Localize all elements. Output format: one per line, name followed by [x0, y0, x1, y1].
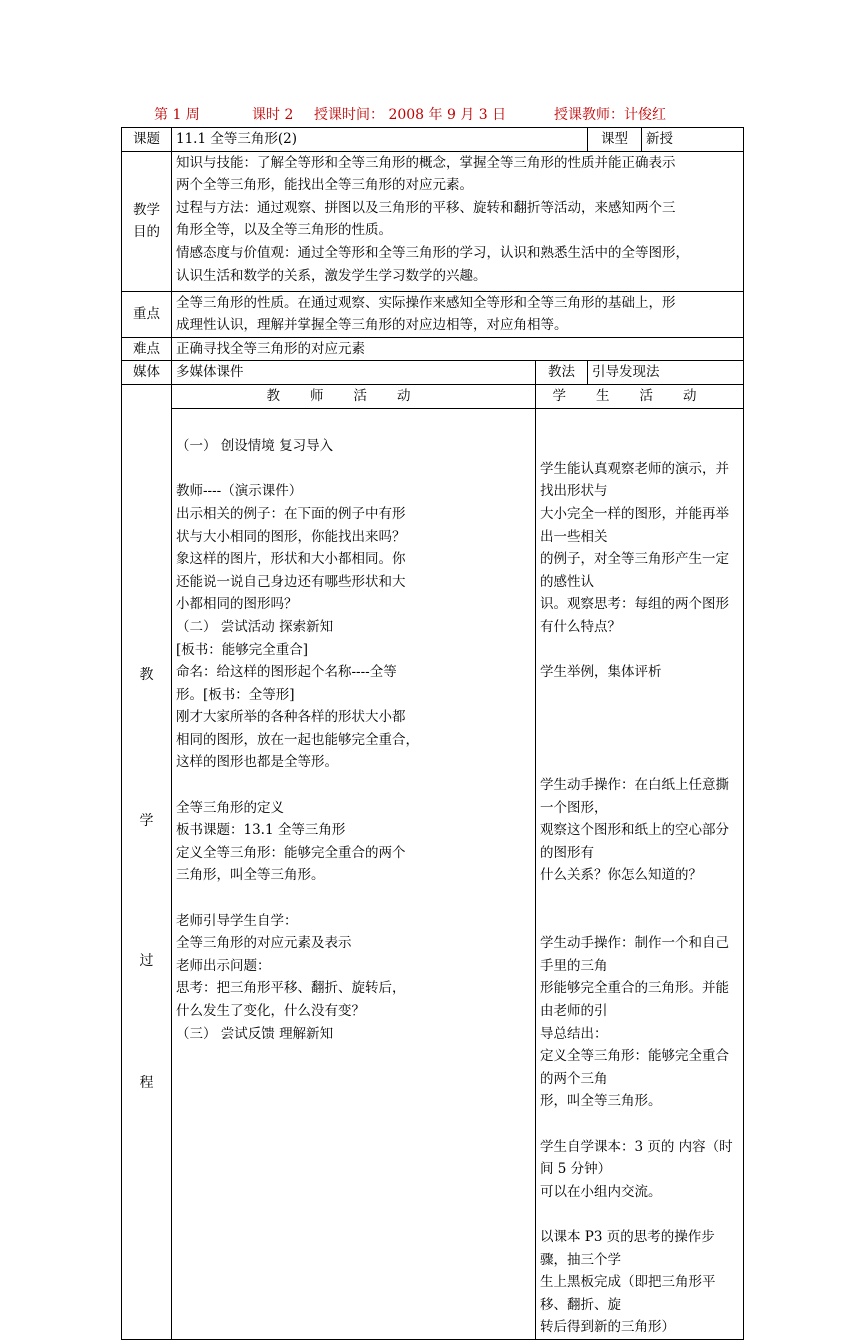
- student-line: [540, 684, 739, 707]
- student-line: 以课本 P3 页的思考的操作步骤，抽三个学: [540, 1228, 715, 1268]
- process-label-wrap: [122, 524, 171, 1200]
- teacher-line: 形。[板书：全等形]: [176, 686, 295, 703]
- goal-line: 过程与方法：通过观察、拼图以及三角形的平移、旋转和翻折等活动，来感知两个三: [176, 199, 676, 216]
- student-line: [540, 413, 739, 436]
- process-char: 学: [139, 812, 154, 829]
- teacher-line: 全等三角形的定义: [176, 799, 284, 816]
- key-line: 成理性认识，理解并掌握全等三角形的对应边相等，对应角相等。: [176, 317, 568, 334]
- teacher-line: [176, 887, 531, 910]
- teacher-line: 小都相同的图形吗？: [176, 596, 298, 613]
- method-label: 教法: [536, 361, 588, 385]
- student-line: [540, 1203, 739, 1226]
- goal-line: 两个全等三角形，能找出全等三角形的对应元素。: [176, 177, 473, 194]
- student-line: 学生能认真观察老师的演示，并找出形状与: [540, 460, 729, 500]
- teacher-line: 还能说一说自己身边还有哪些形状和大: [176, 573, 406, 590]
- teacher-activity-header: 教师活动: [172, 384, 536, 408]
- goal-line: 知识与技能：了解全等形和全等三角形的概念，掌握全等三角形的性质并能正确表示: [176, 154, 676, 171]
- student-line: 导总结出：: [540, 1025, 608, 1042]
- student-line: 学生举例，集体评析: [540, 664, 662, 681]
- teacher-line: 状与大小相同的图形，你能找出来吗？: [176, 528, 406, 545]
- student-line: 形能够完全重合的三角形。并能由老师的引: [540, 980, 729, 1019]
- activity-header-row: [122, 384, 744, 408]
- teacher-line: 什么发生了变化，什么没有变？: [176, 1003, 365, 1019]
- teacher-line: 象这样的图片，形状和大小都相同。你: [176, 551, 406, 568]
- goal-line: 角形全等，以及全等三角形的性质。: [176, 222, 392, 239]
- teacher-line: 出示相关的例子：在下面的例子中有形: [176, 505, 406, 522]
- process-char: 教: [139, 666, 154, 683]
- student-activity-header: 学生活动: [536, 384, 744, 408]
- student-line: 什么关系？你怎么知道的？: [540, 867, 702, 884]
- student-line: [540, 435, 739, 458]
- teacher-line: （一） 创设情境 复习导入: [176, 438, 334, 455]
- student-line: [540, 887, 739, 910]
- teacher-line: 板书课题：13.1 全等三角形: [176, 822, 346, 839]
- goal-label-line1: 教学: [133, 201, 160, 218]
- student-line: 可以在小组内交流。: [540, 1183, 662, 1200]
- key-row: [122, 291, 744, 337]
- student-line: 学生动手操作：在白纸上任意撕一个图形，: [540, 777, 729, 816]
- goal-line: 情感态度与价值观：通过全等形和全等三角形的学习，认识和熟悉生活中的全等图形，: [176, 244, 689, 261]
- student-line: [540, 1113, 739, 1136]
- type-label: 课型: [588, 128, 642, 152]
- period-label: 课时 2: [252, 107, 294, 123]
- teacher-line: [176, 774, 531, 797]
- teacher-line: 教师----（演示课件）: [176, 483, 303, 500]
- lesson-plan-table: [121, 127, 744, 1340]
- student-line: 观察这个图形和纸上的空心部分的图形有: [540, 822, 729, 861]
- lesson-header: [154, 104, 714, 126]
- media-row: [122, 361, 744, 385]
- process-char: 程: [139, 1074, 154, 1091]
- student-line: [540, 751, 739, 774]
- difficulty-label: 难点: [122, 337, 172, 361]
- teacher-line: [176, 458, 531, 481]
- teacher-line: 刚才大家所举的各种各样的形状大小都: [176, 709, 406, 726]
- student-activity-content: [536, 408, 744, 1339]
- activity-content-row: [122, 408, 744, 1339]
- difficulty-row: [122, 337, 744, 361]
- topic-row: [122, 128, 744, 152]
- student-line: 形，叫全等三角形。: [540, 1093, 662, 1110]
- goal-line: 认识生活和数学的关系，激发学生学习数学的兴趣。: [176, 267, 487, 284]
- teacher-line: 命名：给这样的图形起个名称----全等: [176, 664, 397, 681]
- teacher-line: [板书：能够完全重合]: [176, 641, 309, 658]
- goal-label-line2: 目的: [133, 224, 160, 241]
- topic-label: 课题: [122, 128, 172, 152]
- teacher-activity-content: [172, 408, 536, 1339]
- student-line: [540, 910, 739, 933]
- teacher-line: 相同的图形，放在一起也能够完全重合，: [176, 731, 419, 748]
- student-line: 生上黑板完成（即把三角形平移、翻折、旋: [540, 1274, 716, 1313]
- student-line: [540, 729, 739, 752]
- teacher-line: （三） 尝试反馈 理解新知: [176, 1025, 334, 1042]
- student-line: 的例子，对全等三角形产生一定的感性认: [540, 551, 729, 590]
- key-line: 全等三角形的性质。在通过观察、实际操作来感知全等形和全等三角形的基础上，形: [176, 294, 676, 311]
- student-lines: [540, 409, 739, 1339]
- teacher-line: [176, 413, 531, 436]
- teacher-line: （二） 尝试活动 探索新知: [176, 618, 334, 635]
- media-value: 多媒体课件: [172, 361, 536, 385]
- key-content: [172, 291, 744, 337]
- teacher-line: 定义全等三角形：能够完全重合的两个: [176, 844, 406, 861]
- student-line: 学生动手操作：制作一个和自己手里的三角: [540, 935, 729, 974]
- teacher-line: 老师出示问题：: [176, 957, 271, 974]
- teacher-line: 思考：把三角形平移、翻折、旋转后，: [176, 980, 406, 997]
- student-line: 识。观察思考：每组的两个图形有什么特点？: [540, 596, 729, 635]
- process-label: [122, 384, 172, 1339]
- student-line: 转后得到新的三角形）: [540, 1319, 675, 1336]
- teacher-lines: [176, 409, 531, 1046]
- student-line: [540, 706, 739, 729]
- student-line: 大小完全一样的图形，并能再举出一些相关: [540, 505, 729, 545]
- teacher-line: 老师引导学生自学：: [176, 912, 298, 929]
- week-label: 第 1 周: [154, 107, 200, 123]
- student-line: 定义全等三角形：能够完全重合的两个三角: [540, 1048, 729, 1087]
- date-label: 授课时间： 2008 年 9 月 3 日: [314, 107, 507, 123]
- student-line: 学生自学课本：3 页的 内容（时间 5 分钟）: [540, 1138, 733, 1178]
- teacher-line: 全等三角形的对应元素及表示: [176, 935, 352, 952]
- teacher-line: 三角形，叫全等三角形。: [176, 867, 325, 884]
- media-label: 媒体: [122, 361, 172, 385]
- goal-label: [122, 151, 172, 291]
- topic-value: 11.1 全等三角形(2): [172, 128, 588, 152]
- student-line: [540, 639, 739, 662]
- teacher-label: 授课教师：计俊红: [554, 107, 666, 123]
- difficulty-value: 正确寻找全等三角形的对应元素: [172, 337, 744, 361]
- process-char: 过: [139, 952, 154, 969]
- method-value: 引导发现法: [588, 361, 744, 385]
- goal-content: [172, 151, 744, 291]
- teacher-line: 这样的图形也都是全等形。: [176, 754, 338, 771]
- key-label: 重点: [122, 291, 172, 337]
- goal-row: [122, 151, 744, 291]
- type-value: 新授: [642, 128, 744, 152]
